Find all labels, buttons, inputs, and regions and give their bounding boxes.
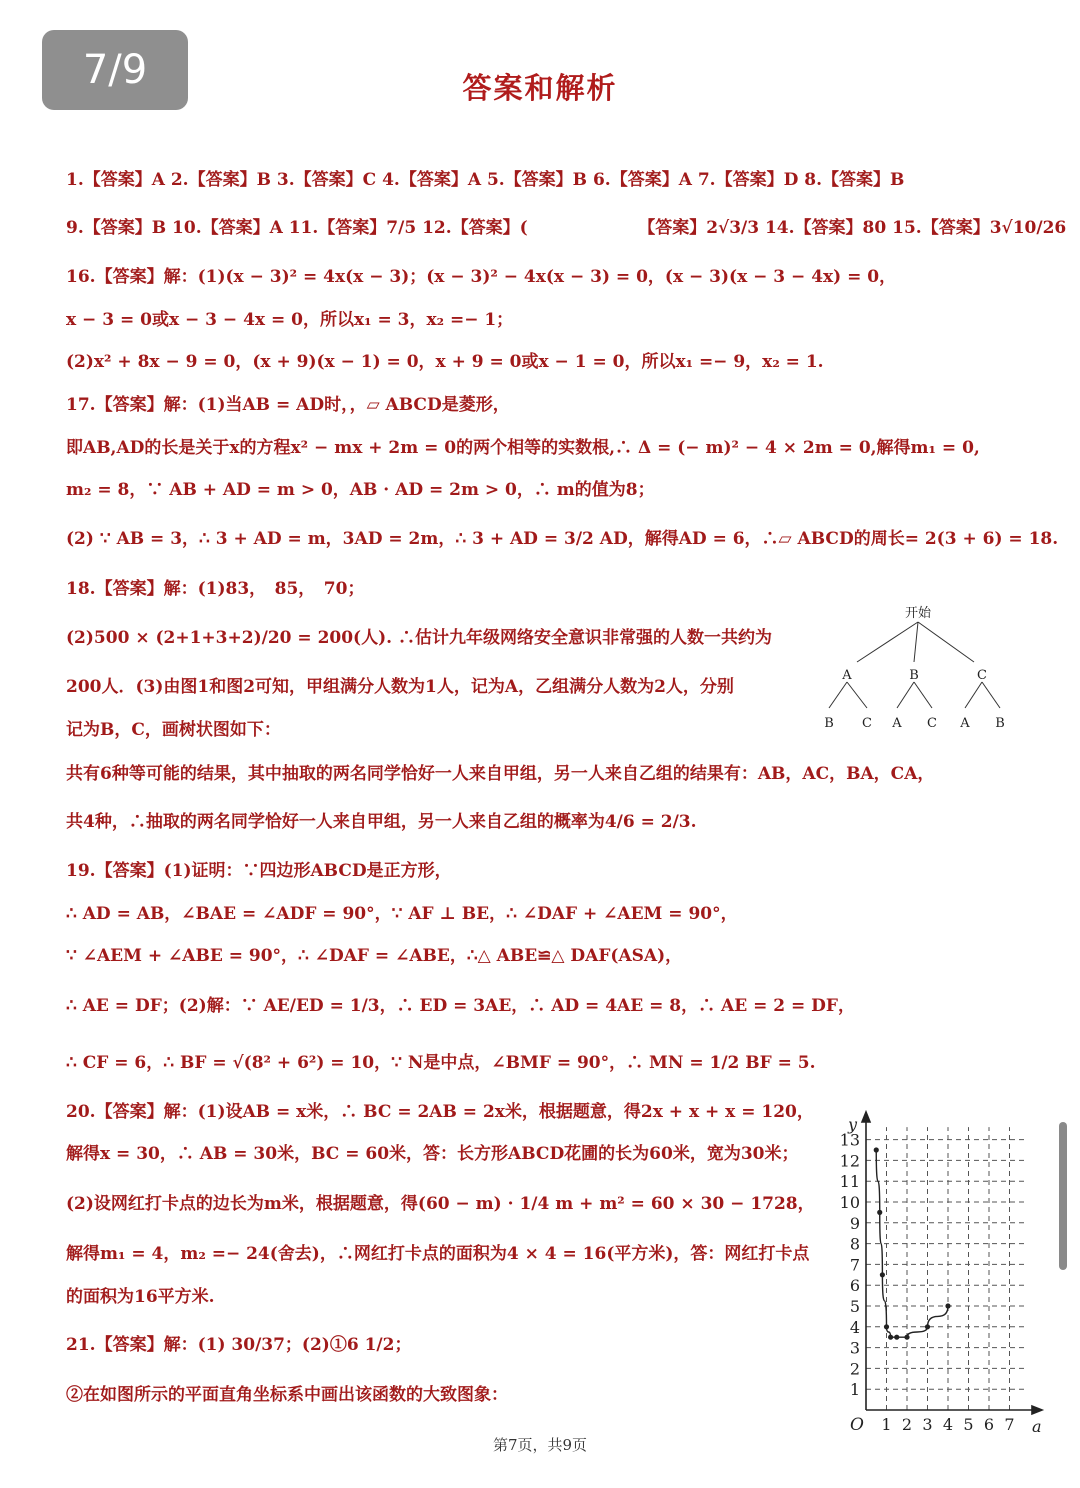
- y-tick-label: 13: [839, 1130, 860, 1150]
- answer-line-13: 记为B，C，画树状图如下：: [66, 720, 281, 740]
- x-tick-label: 1: [881, 1415, 892, 1434]
- answer-line-21: 20.【答案】解：(1)设AB = x米，∴ BC = 2AB = 2x米，根据题意，得2x + x + x = 120，: [66, 1102, 814, 1122]
- tree-leaf: C: [862, 716, 872, 731]
- x-axis-label: a: [1032, 1417, 1042, 1436]
- graph-point: [904, 1335, 909, 1340]
- y-tick-label: 7: [849, 1255, 860, 1275]
- answer-line-2: 9.【答案】B 10.【答案】A 11.【答案】7/5 12.【答案】( 【答案】2√3/3 14.【答案】80 15.【答案】3√10/26: [66, 218, 1067, 238]
- answer-line-8: m₂ = 8，∵ AB + AD = m > 0，AB · AD = 2m > 0，∴ m的值为8；: [66, 480, 655, 500]
- page-title: 答案和解析: [462, 71, 618, 105]
- tree-leaf: B: [995, 716, 1005, 731]
- answer-line-4: x − 3 = 0或x − 3 − 4x = 0，所以x₁ = 3，x₂ =− 1；: [66, 310, 514, 330]
- answer-line-3: 16.【答案】解：(1)(x − 3)² = 4x(x − 3)；(x − 3)² − 4x(x − 3) = 0，(x − 3)(x − 3 − 4x) = 0，: [66, 267, 897, 287]
- x-tick-label: 5: [963, 1415, 974, 1434]
- y-tick-label: 12: [839, 1151, 860, 1171]
- graph-point: [888, 1335, 893, 1340]
- tree-node-b: B: [909, 668, 919, 683]
- origin-label: O: [850, 1415, 864, 1435]
- graph-point: [880, 1272, 885, 1277]
- tree-root-label: 开始: [904, 606, 932, 621]
- answer-line-17: ∴ AD = AB，∠BAE = ∠ADF = 90°，∵ AF ⊥ BE，∴ ∠DAF + ∠AEM = 90°，: [66, 904, 738, 924]
- answer-line-25: 的面积为16平方米.: [66, 1287, 215, 1307]
- x-tick-label: 2: [901, 1415, 913, 1434]
- answer-line-10: 18.【答案】解：(1)83， 85， 70；: [66, 579, 365, 599]
- y-tick-label: 4: [849, 1317, 860, 1337]
- tree-leaf: A: [892, 716, 902, 731]
- x-tick-label: 7: [1004, 1415, 1015, 1434]
- y-tick-label: 10: [839, 1193, 860, 1212]
- y-tick-label: 8: [849, 1234, 860, 1254]
- tree-leaf: B: [824, 716, 834, 731]
- answer-line-1: 1.【答案】A 2.【答案】B 3.【答案】C 4.【答案】A 5.【答案】B 6.【答案】A 7.【答案】D 8.【答案】B: [66, 170, 905, 190]
- scrollbar-thumb[interactable]: [1059, 1122, 1067, 1270]
- page-footer: 第7页，共9页: [492, 1436, 588, 1454]
- answer-line-7: 即AB,AD的长是关于x的方程x² − mx + 2m = 0的两个相等的实数根,∴ Δ = (− m)² − 4 × 2m = 0,解得m₁ = 0,: [66, 438, 980, 458]
- y-tick-label: 6: [849, 1276, 860, 1296]
- answer-line-16: 19.【答案】(1)证明：∵四边形ABCD是正方形，: [66, 861, 452, 881]
- function-graph: [836, 1110, 1046, 1440]
- y-tick-label: 3: [849, 1338, 860, 1358]
- answer-line-27: ②在如图所示的平面直角坐标系中画出该函数的大致图象：: [66, 1385, 508, 1405]
- answer-line-23: (2)设网红打卡点的边长为m米，根据题意，得(60 − m) · 1/4 m + m² = 60 × 30 − 1728，: [66, 1194, 815, 1214]
- answer-line-14: 共有6种等可能的结果，其中抽取的两名同学恰好一人来自甲组，另一人来自乙组的结果有：AB，AC，BA，CA，: [66, 764, 935, 784]
- answer-line-20: ∴ CF = 6，∴ BF = √(8² + 6²) = 10，∵ N是中点，∠BMF = 90°，∴ MN = 1/2 BF = 5.: [66, 1053, 816, 1073]
- tree-leaf: C: [927, 716, 937, 731]
- answer-line-12: 200人．(3)由图1和图2可知，甲组满分人数为1人，记为A，乙组满分人数为2人，分别: [66, 677, 734, 697]
- x-tick-label: 4: [942, 1415, 954, 1434]
- graph-point: [925, 1324, 930, 1329]
- answer-line-18: ∵ ∠AEM + ∠ABE = 90°，∴ ∠DAF = ∠ABE，∴△ ABE≌△ DAF(ASA)，: [66, 946, 683, 966]
- y-tick-label: 5: [849, 1297, 860, 1316]
- answer-line-24: 解得m₁ = 4，m₂ =− 24(舍去)，∴网红打卡点的面积为4 × 4 = 16(平方米)，答：网红打卡点: [66, 1244, 810, 1264]
- graph-point: [877, 1210, 882, 1215]
- x-tick-label: 3: [922, 1415, 933, 1434]
- probability-tree-diagram: [812, 600, 1022, 735]
- page-counter-badge: 7/9: [42, 30, 188, 110]
- y-axis-label: y: [848, 1115, 858, 1134]
- y-tick-label: 9: [849, 1213, 860, 1233]
- answer-line-15: 共4种，∴抽取的两名同学恰好一人来自甲组，另一人来自乙组的概率为4/6 = 2/3.: [66, 812, 697, 832]
- answer-line-9: (2) ∵ AB = 3，∴ 3 + AD = m，3AD = 2m，∴ 3 + AD = 3/2 AD，解得AD = 6，∴▱ ABCD的周长= 2(3 + 6) = 18.: [66, 529, 1059, 549]
- y-tick-label: 11: [839, 1172, 860, 1192]
- answer-line-5: (2)x² + 8x − 9 = 0，(x + 9)(x − 1) = 0，x + 9 = 0或x − 1 = 0，所以x₁ =− 9，x₂ = 1.: [66, 352, 824, 372]
- tree-leaf: A: [960, 716, 970, 731]
- answer-line-26: 21.【答案】解：(1) 30/37；(2)①6 1/2；: [66, 1335, 412, 1355]
- tree-node-a: A: [842, 668, 852, 683]
- x-tick-label: 6: [983, 1415, 995, 1434]
- graph-point: [874, 1147, 879, 1152]
- answer-line-6: 17.【答案】解：(1)当AB = AD时，，▱ ABCD是菱形，: [66, 395, 510, 415]
- y-tick-label: 2: [849, 1359, 860, 1379]
- answer-line-22: 解得x = 30，∴ AB = 30米，BC = 60米，答：长方形ABCD花圃的长为60米，宽为30米；: [66, 1144, 799, 1164]
- tree-node-c: C: [977, 668, 987, 683]
- graph-point: [894, 1335, 899, 1340]
- graph-point: [884, 1324, 889, 1329]
- answer-line-11: (2)500 × (2+1+3+2)/20 = 200(人). ∴估计九年级网络安全意识非常强的人数一共约为: [66, 628, 772, 648]
- graph-point: [945, 1303, 950, 1308]
- answer-line-19: ∴ AE = DF；(2)解：∵ AE/ED = 1/3，∴ ED = 3AE，∴ AD = 4AE = 8，∴ AE = 2 = DF，: [66, 996, 855, 1016]
- y-tick-label: 1: [849, 1380, 860, 1400]
